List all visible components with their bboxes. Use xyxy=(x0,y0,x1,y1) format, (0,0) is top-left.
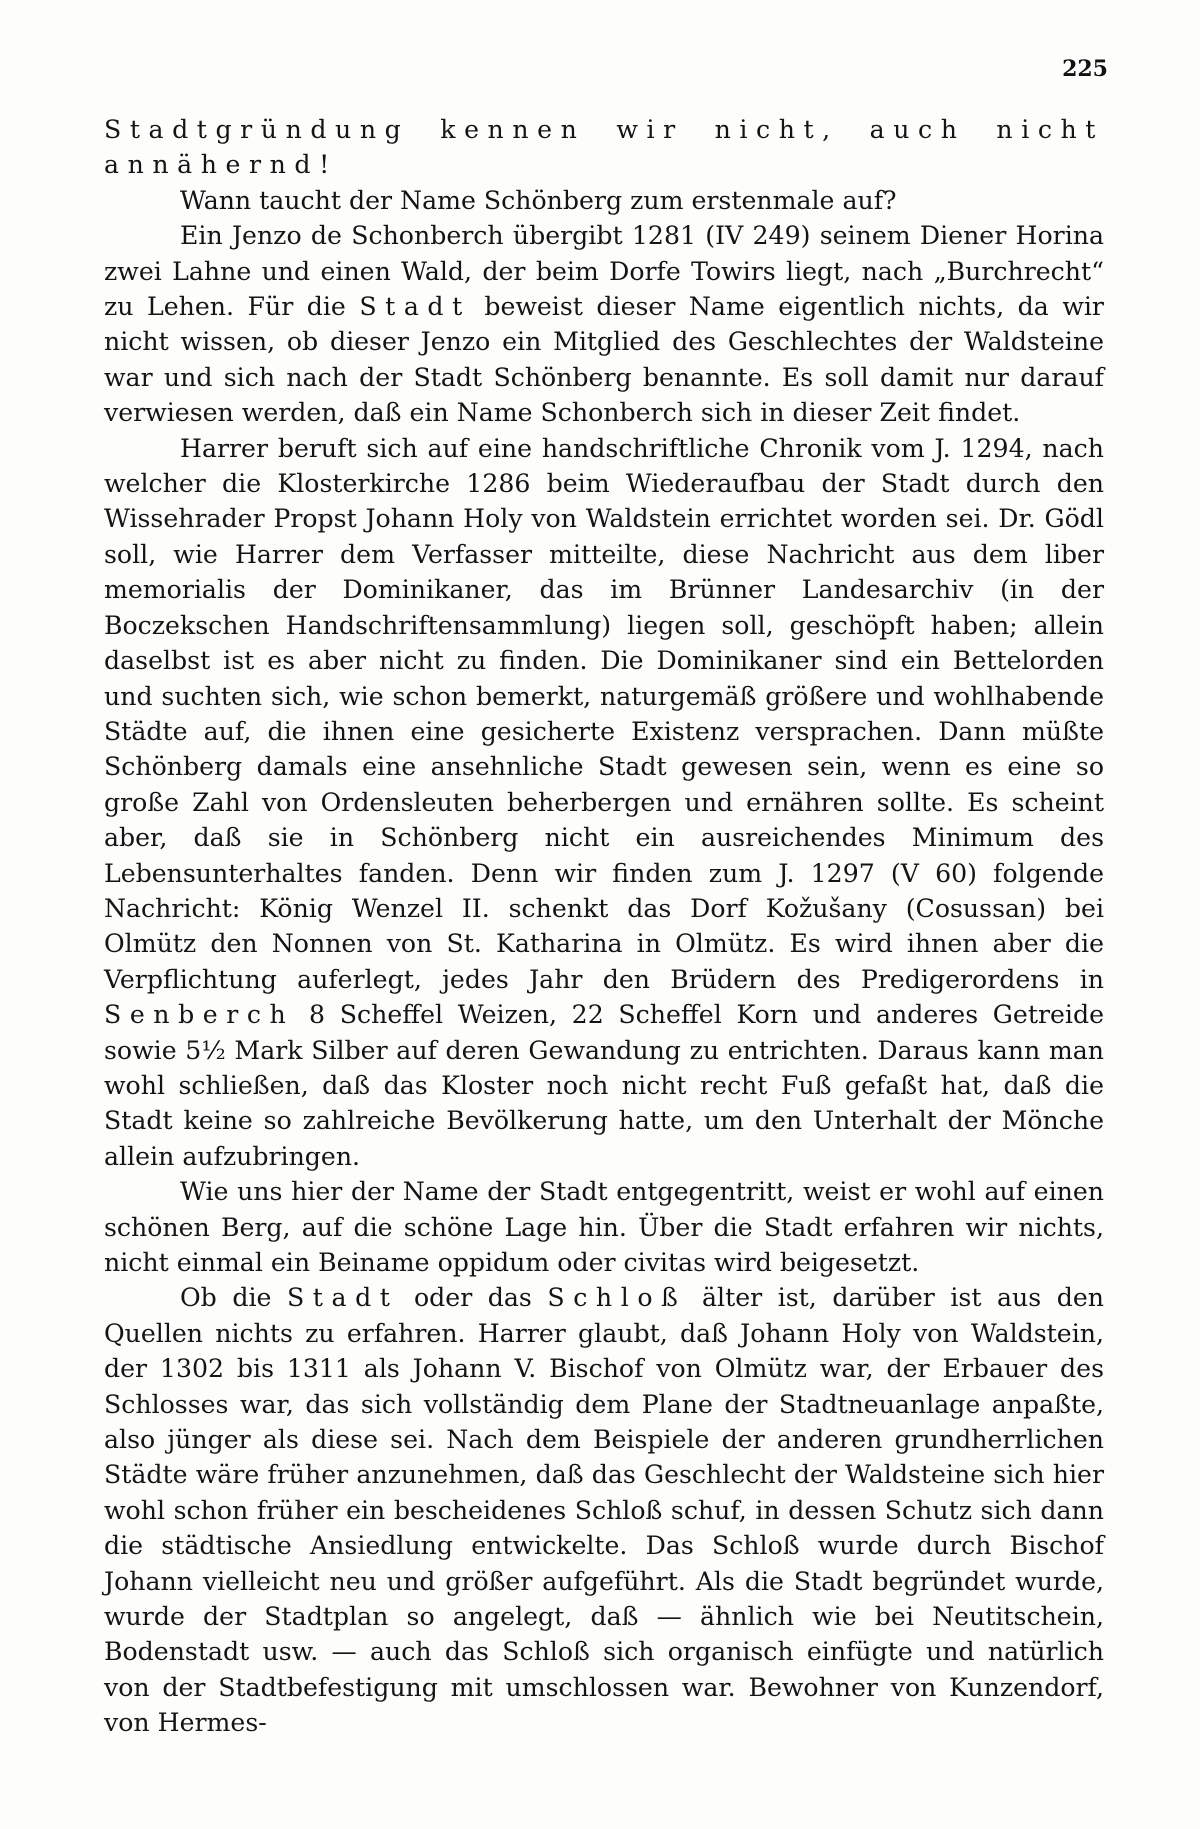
spaced-text-run: Schloß xyxy=(547,1283,687,1313)
body-text xyxy=(104,112,1104,1741)
spaced-text-run: Senberch xyxy=(104,1000,295,1030)
paragraph xyxy=(104,431,1104,1175)
paragraph xyxy=(104,183,1104,218)
text-run: Wie uns hier der Name der Stadt entgegentritt, weist er wohl auf einen schönen Berg, auf die schöne Lage hin. Über die Stadt erfahren wir nichts, nicht einmal ein Beiname oppidum oder civitas wird beigesetzt. xyxy=(104,1177,1104,1277)
text-run: älter ist, darüber ist aus den Quellen nichts zu erfahren. Harrer glaubt, daß Johann Holy von Waldstein, der 1302 bis 1311 als Johann V. Bischof von Olmütz war, der Erbauer des Schlosses war, das sich vollständig dem Plane der Stadtneuanlage anpaßte, also jünger als diese sei. Nach dem Beispiele der anderen grundherrlichen Städte wäre früher anzunehmen, daß das Geschlecht der Waldsteine sich hier wohl schon früher ein bescheidenes Schloß schuf, in dessen Schutz sich dann die städtische Ansiedlung entwickelte. Das Schloß wurde durch Bischof Johann vielleicht neu und größer aufgeführt. Als die Stadt begründet wurde, wurde der Stadtplan so angelegt, daß — ähnlich wie bei Neutitschein, Bodenstadt usw. — auch das Schloß sich organisch einfügte und natürlich von der Stadtbefestigung mit umschlossen war. Bewohner von Kunzendorf, von Hermes- xyxy=(104,1283,1104,1738)
text-run: Ob die xyxy=(180,1283,287,1313)
text-run: 8 Scheffel Weizen, 22 Scheffel Korn und anderes Getreide sowie 5½ Mark Silber auf deren Gewandung zu entrichten. Daraus kann man wohl schließen, daß das Kloster noch nicht recht Fuß gefaßt hat, daß die Stadt keine so zahlreiche Bevölkerung hatte, um den Unterhalt der Mönche allein aufzubringen. xyxy=(104,1000,1104,1171)
text-run: Wann taucht der Name Schönberg zum erstenmale auf? xyxy=(180,185,897,215)
paragraph xyxy=(104,1174,1104,1280)
paragraph xyxy=(104,112,1104,183)
paragraph xyxy=(104,218,1104,430)
spaced-text-run: Stadt xyxy=(359,292,471,322)
text-run: oder das xyxy=(398,1283,548,1313)
spaced-text-run: Stadt xyxy=(286,1283,399,1313)
spaced-text-run: Stadtgründung kennen wir nicht, auch nicht annähernd! xyxy=(104,115,1104,180)
paragraph xyxy=(104,1280,1104,1740)
text-run: Ein Jenzo de Schonberch übergibt 1281 (IV 249) seinem Diener Horina zwei Lahne und einen Wald, der beim Dorfe Towirs liegt, nach „Burchrecht“ zu Lehen. Für die xyxy=(104,221,1104,322)
text-run: beweist dieser Name eigentlich nichts, da wir nicht wissen, ob dieser Jenzo ein Mitglied des Geschlechtes der Waldsteine war und sich nach der Stadt Schönberg benannte. Es soll damit nur darauf verwiesen werden, daß ein Name Schonberch sich in dieser Zeit findet. xyxy=(104,292,1104,428)
page-number: 225 xyxy=(1062,56,1108,82)
text-run: Harrer beruft sich auf eine handschriftliche Chronik vom J. 1294, nach welcher die Klosterkirche 1286 beim Wiederaufbau der Stadt durch den Wissehrader Propst Johann Holy von Waldstein errichtet worden sei. Dr. Gödl soll, wie Harrer dem Verfasser mitteilte, diese Nachricht aus dem liber memorialis der Dominikaner, das im Brünner Landesarchiv (in der Boczekschen Handschriftensammlung) liegen soll, geschöpft haben; allein daselbst ist es aber nicht zu finden. Die Dominikaner sind ein Bettelorden und suchten sich, wie schon bemerkt, naturgemäß größere und wohlhabende Städte auf, die ihnen eine gesicherte Existenz versprachen. Dann müßte Schönberg damals eine ansehnliche Stadt gewesen sein, wenn es eine so große Zahl von Ordensleuten beherbergen und ernähren sollte. Es scheint aber, daß sie in Schönberg nicht ein ausreichendes Minimum des Lebensunterhaltes fanden. Denn wir finden zum J. 1297 (V 60) folgende Nachricht: König Wenzel II. schenkt das Dorf Kožušany (Cosussan) bei Olmütz den Nonnen von St. Katharina in Olmütz. Es wird ihnen aber die Verpflichtung auferlegt, jedes Jahr den Brüdern des Predigerordens in xyxy=(104,433,1104,994)
